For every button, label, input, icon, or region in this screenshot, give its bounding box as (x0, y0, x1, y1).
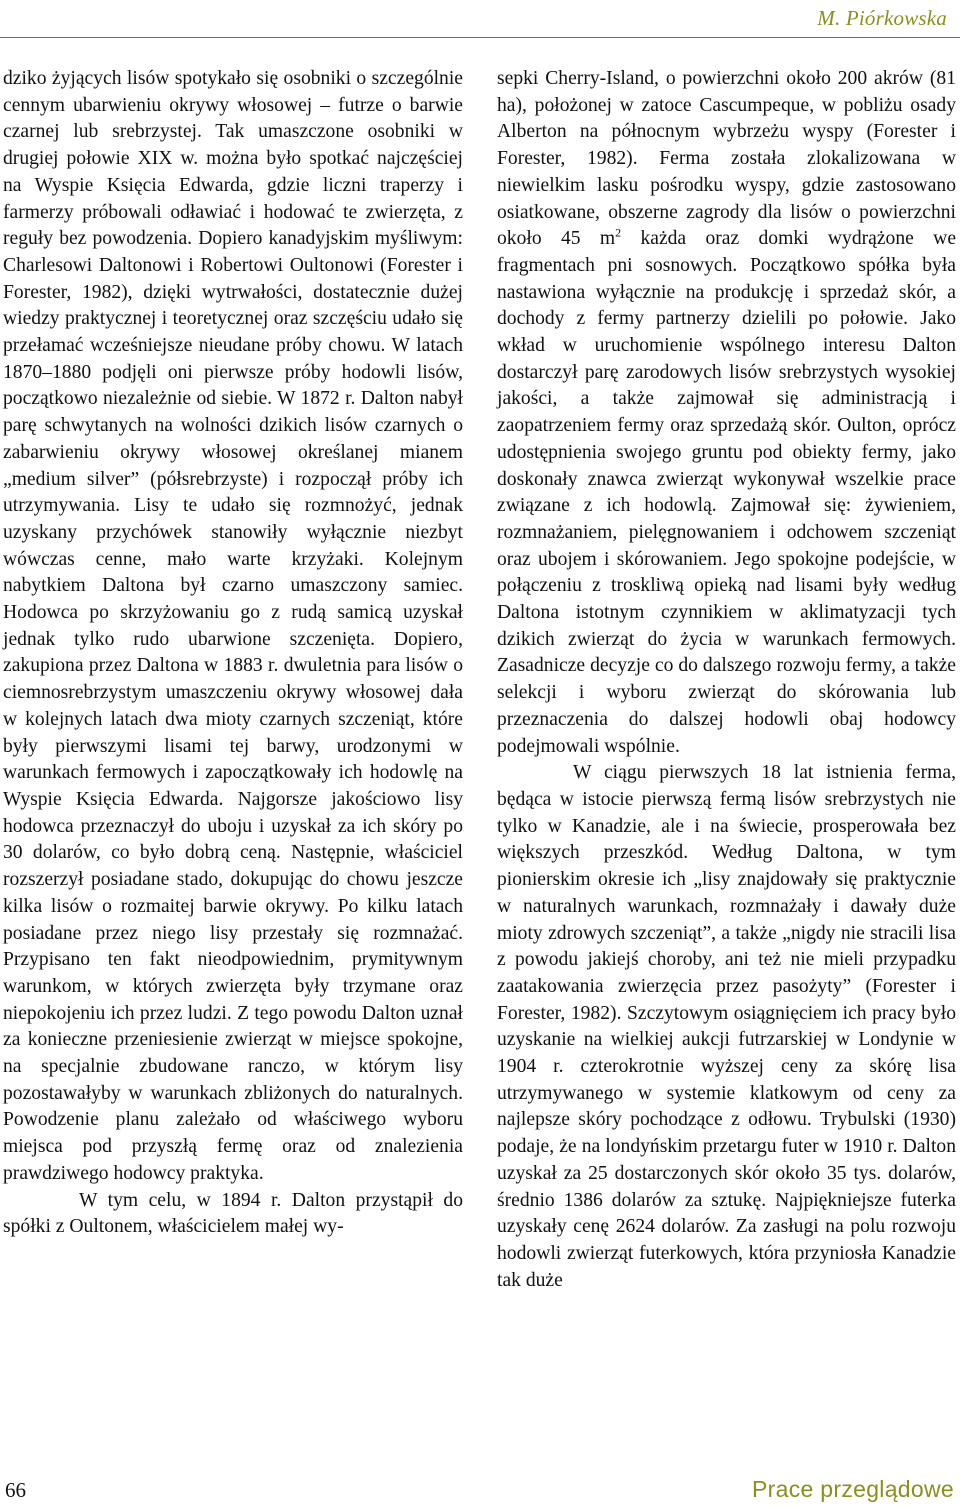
page-number: 66 (5, 1478, 26, 1502)
right-paragraph-1-part-a: sepki Cherry-Island, o powierzchni około 200 akrów (81 ha), położonej w zatoce Cascumpeque, w pobliżu osady Alberton na północnym wybrzeżu wyspy (Forester i Forester, 1982). Ferma została zlokalizowana w niewielkim lasku pośrodku wyspy, gdzie zastosowano osiatkowane, obszerne zagrody dla lisów o powierzchni około 45 m (497, 68, 956, 250)
right-paragraph-2: W ciągu pierwszych 18 lat istnienia ferma, będąca w istocie pierwszą fermą lisów srebrzystych nie tylko w Kanadzie, ale i na świecie, prosperowała bez większych przeszkód. Według Daltona, w tym pionierskim okresie ich „lisy znajdowały się praktycznie w naturalnych warunkach, rozmnażały i dawały duże mioty zdrowych szczeniąt”, a także „nigdy nie stracili lisa z powodu jakiejś choroby, ani też nie mieli przypadku zaatakowania zwierzęcia przez pasożyty” (Forester i Forester, 1982). Szczytowym osiągnięciem ich pracy było uzyskanie na wielkiej aukcji futrzarskiej w Londynie w 1904 r. czterokrotnie wyższej ceny za skórę lisa utrzymywanego w systemie klatkowym od ceny za najlepsze skóry pochodzące z odłowu. Trybulski (1930) podaje, że na londyńskim przetargu futer w 1910 r. Dalton uzyskał za 25 dostarczonych skór około 35 tys. dolarów, średnio 1386 dolarów za sztukę. Najpiękniejsze futerka uzyskały cenę 2624 dolarów. Za zasługi na polu rozwoju hodowli zwierząt futerkowych, która przyniosła Kanadzie tak duże (497, 762, 956, 1291)
right-column (497, 66, 956, 1294)
left-paragraph-1: dziko żyjących lisów spotykało się osobniki o szczególnie cennym ubarwieniu okrywy włosowej – futrze o barwie czarnej lub srebrzystej. Tak umaszczone osobniki w drugiej połowie XIX w. można było spotkać najczęściej na Wyspie Księcia Edwarda, gdzie liczni traperzy i farmerzy próbowali odławiać i hodować te zwierzęta, z reguły bez powodzenia. Dopiero kanadyjskim myśliwym: Charlesowi Daltonowi i Robertowi Oultonowi (Forester i Forester, 1982), dzięki wytrwałości, dostatecznie dużej wiedzy praktycznej i teoretycznej oraz szczęściu udało się przełamać wcześniejsze nieudane próby chowu. W latach 1870–1880 podjęli oni pierwsze próby hodowli lisów, początkowo niezależnie od siebie. W 1872 r. Dalton nabył parę schwytanych na wolności dzikich lisów czarnych o zabarwieniu okrywy włosowej określanej mianem „medium silver” (półsrebrzyste) i rozpoczął próby ich utrzymywania. Lisy te udało się rozmnożyć, jednak uzyskany przychówek stanowiły wyłącznie niezbyt wówczas cenne, mało warte krzyżaki. Kolejnym nabytkiem Daltona był czarno umaszczony samiec. Hodowca po skrzyżowaniu go z rudą samicą uzyskał jednak tylko rudo ubarwione szczenięta. Dopiero, zakupiona przez Daltona w 1883 r. dwuletnia para lisów o ciemnosrebrzystym umaszczeniu okrywy włosowej dała w kolejnych latach dwa mioty czarnych szczeniąt, które były pierwszymi lisami tej barwy, urodzonymi w warunkach fermowych i zapoczątkowały ich hodowlę na Wyspie Księcia Edwarda. Najgorsze jakościowo lisy hodowca przeznaczył do uboju i uzyskał za ich skóry po 30 dolarów, co było dobrą ceną. Następnie, właściciel rozszerzył posiadane stado, dokupując do chowu jeszcze kilka lisów o rozmaitej barwie okrywy. Po kilku latach posiadane przez niego lisy przestały się rozmnażać. Przypisano ten fakt nieodpowiednim, prymitywnym warunkom, w których zwierzęta były trzymane oraz niepokojeniu ich przez ludzi. Z tego powodu Dalton uznał za konieczne przeniesienie zwierząt w miejsce spokojne, na specjalnie zbudowane ranczo, w którym lisy pozostawałyby w warunkach zbliżonych do naturalnych. Powodzenie planu zależało od właściwego wyboru miejsca pod przyszłą fermę oraz od znalezienia prawdziwego hodowcy praktyka. (3, 68, 463, 1184)
right-paragraph-1 (497, 66, 956, 760)
superscript-2: 2 (615, 225, 622, 240)
running-head: M. Piórkowska (817, 6, 947, 30)
journal-name: Prace przeglądowe (752, 1476, 954, 1502)
left-paragraph-2: W tym celu, w 1894 r. Dalton przystąpił do spółki z Oultonem, właścicielem małej wy- (3, 1189, 463, 1238)
header-rule (0, 37, 960, 38)
left-column (3, 66, 463, 1241)
right-paragraph-1-part-b: każda oraz domki wydrążone we fragmentach pni sosnowych. Początkowo spółka była nastawiona wyłącznie na produkcję i sprzedaż skór, a dochody z fermy partnerzy dzielili po połowie. Jako wkład w uruchomienie wspólnego interesu Dalton dostarczył parę zarodowych lisów srebrzystych wysokiej jakości, a także zajmował się administracją i zaopatrzeniem fermy oraz sprzedażą skór. Oulton, oprócz udostępnienia swojego gruntu pod obiekty fermy, jako doskonały znawca zwierząt wykonywał wszelkie prace związane z ich hodowlą. Zajmował się: żywieniem, rozmnażaniem, pielęgnowaniem i odchowem szczeniąt oraz ubojem i skórowaniem. Jego spokojne podejście, w połączeniu z troskliwą opieką nad lisami były według Daltona istotnym czynnikiem w aklimatyzacji tych dzikich zwierząt do życia w warunkach fermowych. Zasadnicze decyzje co do dalszego rozwoju fermy, a także selekcji i wyboru zwierząt do skórowania lub przeznaczenia do dalszej hodowli obaj hodowcy podejmowali wspólnie. (497, 228, 957, 757)
